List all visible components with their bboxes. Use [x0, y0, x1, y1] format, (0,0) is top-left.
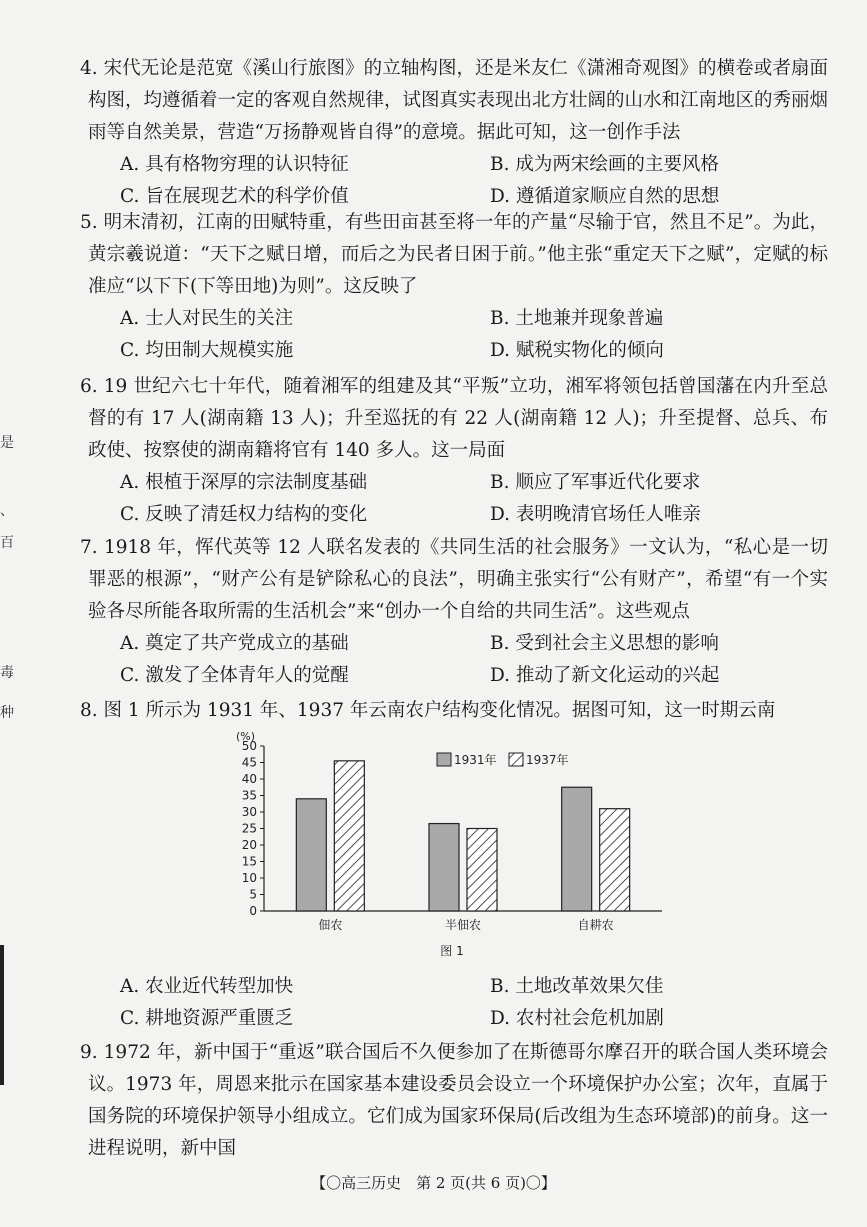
question-4: [80, 53, 829, 213]
question-6: [80, 371, 828, 531]
option-a[interactable]: A. 奠定了共产党成立的基础: [120, 633, 349, 654]
legend-swatch: [437, 753, 451, 766]
figure-1-chart: [232, 728, 672, 968]
x-category-label: 自耕农: [577, 918, 614, 932]
bar-1931-2: [429, 824, 459, 911]
margin-mark: 种: [0, 705, 14, 721]
option-list: [120, 303, 828, 367]
option-c[interactable]: C. 反映了清廷权力结构的变化: [120, 504, 368, 525]
option-b[interactable]: B. 顺应了军事近代化要求: [490, 472, 701, 493]
bar-1937-1: [334, 761, 364, 911]
option-d[interactable]: D. 推动了新文化运动的兴起: [490, 665, 720, 686]
option-a[interactable]: A. 根植于深厚的宗法制度基础: [120, 472, 368, 493]
page-footer: 【〇高三历史 第 2 页(共 6 页)〇】: [311, 1174, 556, 1192]
binding-edge: [0, 945, 4, 1085]
margin-mark: 毒: [0, 665, 14, 681]
y-tick-label: 20: [241, 838, 257, 852]
margin-mark: 是: [0, 435, 14, 451]
margin-mark: 、: [0, 503, 14, 519]
y-tick-label: 35: [241, 788, 257, 803]
option-d[interactable]: D. 农村社会危机加剧: [490, 1008, 664, 1029]
x-category-label: 佃农: [318, 918, 343, 932]
y-tick-label: 10: [241, 871, 257, 885]
option-list: [120, 149, 828, 213]
question-stem: 7. 1918 年，恽代英等 12 人联名发表的《共同生活的社会服务》一文认为，“私心是一切罪恶的根源”，“财产公有是铲除私心的良法”，明确主张实行“公有财产”，希望“有一个实验各尽所能各取所需的生活机会”来“创办一个自给的共同生活”。这些观点: [80, 537, 828, 622]
option-d[interactable]: D. 遵循道家顺应自然的思想: [490, 186, 720, 207]
bar-chart: [232, 728, 672, 968]
option-b[interactable]: B. 土地兼并现象普遍: [490, 308, 664, 329]
question-stem: 5. 明末清初，江南的田赋特重，有些田亩甚至将一年的产量“尽输于官，然且不足”。为此，黄宗羲说道：“天下之赋日增，而后之为民者日困于前。”他主张“重定天下之赋”，定赋的标准应“以下下(下等田地)为则”。这反映了: [80, 212, 828, 297]
question-9: [80, 1037, 828, 1165]
y-tick-label: 40: [241, 772, 257, 786]
option-list: [120, 628, 828, 692]
figure-caption: 图 1: [440, 944, 464, 958]
question-stem: 4. 宋代无论是范宽《溪山行旅图》的立轴构图，还是米友仁《潇湘奇观图》的横卷或者扇面构图，均遵循着一定的客观自然规律，试图真实表现出北方壮阔的山水和江南地区的秀丽烟雨等自然美景，营造“万扬静观皆自得”的意境。据此可知，这一创作手法: [80, 58, 829, 143]
option-b[interactable]: B. 受到社会主义思想的影响: [490, 633, 719, 654]
option-c[interactable]: C. 旨在展现艺术的科学价值: [120, 186, 349, 207]
option-d[interactable]: D. 赋税实物化的倾向: [490, 340, 664, 361]
y-tick-label: 0: [249, 904, 257, 918]
question-8: [80, 695, 828, 727]
question-7: [80, 532, 828, 692]
option-a[interactable]: A. 具有格物穷理的认识特征: [120, 154, 349, 175]
option-d[interactable]: D. 表明晚清官场任人唯亲: [490, 504, 701, 525]
bar-1931-3: [562, 787, 592, 911]
option-c[interactable]: C. 均田制大规模实施: [120, 340, 294, 361]
bar-1937-2: [467, 829, 497, 912]
question-stem: 9. 1972 年，新中国于“重返”联合国后不久便参加了在斯德哥尔摩召开的联合国人类环境会议。1973 年，周恩来批示在国家基本建设委员会设立一个环境保护办公室；次年，直属于国务院的环境保护领导小组成立。它们成为国家环保局(后改组为生态环境部)的前身。这一进程说明，新中国: [80, 1042, 828, 1159]
option-list: [120, 467, 828, 531]
question-stem: 8. 图 1 所示为 1931 年、1937 年云南农户结构变化情况。据图可知，这一时期云南: [80, 700, 776, 721]
y-tick-label: 15: [241, 854, 257, 869]
margin-mark: 百: [0, 535, 14, 551]
option-a[interactable]: A. 士人对民生的关注: [120, 308, 294, 329]
legend-label: 1931年: [454, 753, 497, 767]
bar-1937-3: [600, 809, 630, 911]
y-tick-label: 50: [241, 739, 257, 753]
option-c[interactable]: C. 耕地资源严重匮乏: [120, 1008, 294, 1029]
y-tick-label: 30: [241, 805, 257, 819]
y-axis-unit-label: (%): [236, 730, 256, 743]
bar-1931-1: [296, 799, 326, 911]
legend-label: 1937年: [526, 753, 569, 767]
option-c[interactable]: C. 激发了全体青年人的觉醒: [120, 665, 349, 686]
x-category-label: 半佃农: [444, 918, 482, 932]
y-tick-label: 25: [241, 821, 257, 836]
y-tick-label: 5: [249, 887, 257, 902]
legend-swatch: [509, 753, 523, 766]
option-list: [120, 971, 828, 1035]
option-a[interactable]: A. 农业近代转型加快: [120, 976, 294, 997]
question-5: [80, 207, 828, 367]
option-b[interactable]: B. 土地改革效果欠佳: [490, 976, 664, 997]
option-b[interactable]: B. 成为两宋绘画的主要风格: [490, 154, 719, 175]
y-tick-label: 45: [241, 755, 257, 770]
question-stem: 6. 19 世纪六七十年代，随着湘军的组建及其“平叛”立功，湘军将领包括曾国藩在内升至总督的有 17 人(湖南籍 13 人)；升至巡抚的有 22 人(湖南籍 12 人)；升至提督、总兵、布政使、按察使的湖南籍将官有 140 多人。这一局面: [80, 376, 828, 461]
question-8-options: [88, 971, 828, 1035]
